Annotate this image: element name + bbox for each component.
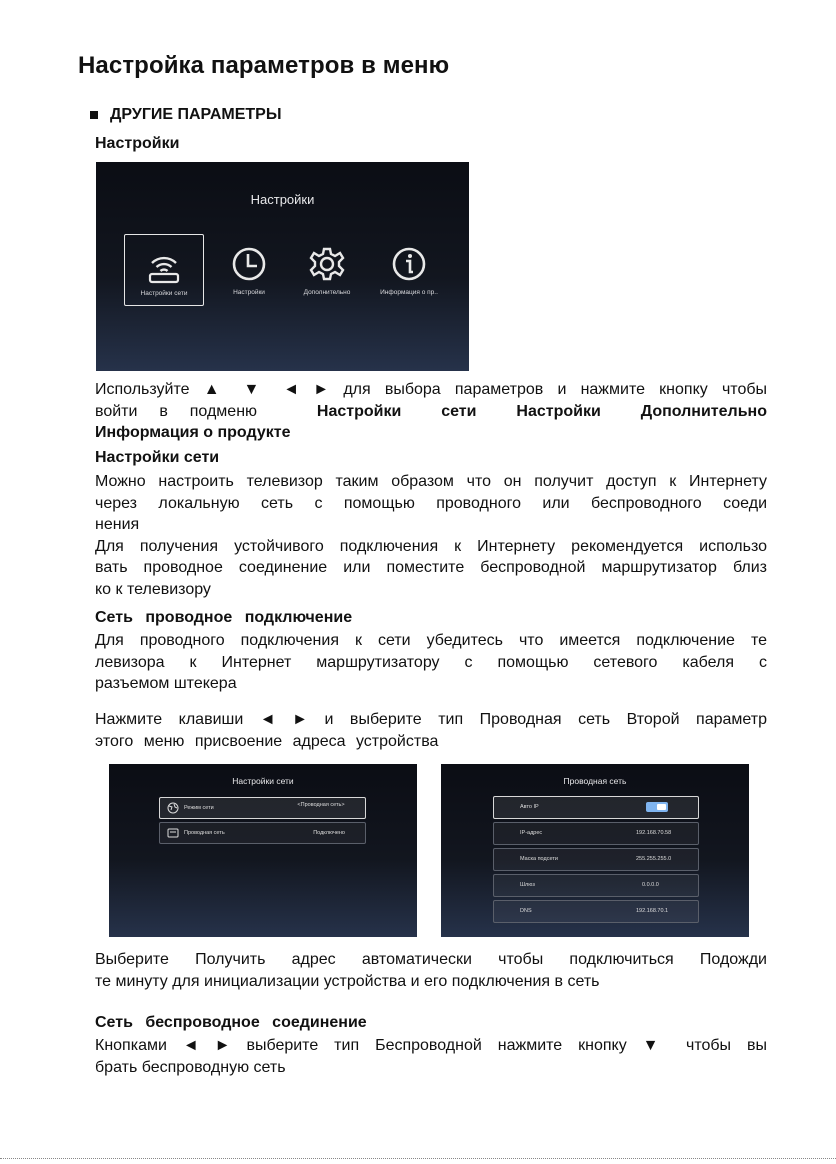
section-heading-text: ДРУГИЕ ПАРАМЕТРЫ — [110, 106, 282, 123]
text-line: брать беспроводную сеть — [95, 1058, 286, 1076]
text-line — [95, 401, 767, 423]
page-bottom-divider — [0, 1158, 836, 1160]
subheading-wireless: Сеть беспроводное соединение — [95, 1014, 367, 1031]
dns-row[interactable] — [493, 900, 699, 923]
text-line: нения — [95, 516, 140, 533]
wired-network-screenshot — [441, 764, 749, 937]
text-line: Для проводного подключения к сети убедитесь что имеется подключение те — [95, 632, 767, 649]
network-settings-screenshot — [109, 764, 417, 937]
wifi-router-icon — [144, 245, 184, 285]
row-value: 255.255.255.0 — [636, 856, 672, 862]
screen-title: Проводная сеть — [563, 776, 627, 786]
section-heading — [90, 106, 281, 124]
text-line: разъемом штекера — [95, 675, 237, 692]
settings-menu-screenshot — [96, 162, 469, 371]
text-line: левизора к Интернет маршрутизатору с помощью сетевого кабеля с — [95, 653, 767, 671]
auto-ip-row[interactable] — [493, 796, 699, 819]
wired-paragraph-2 — [95, 709, 767, 752]
auto-ip-toggle[interactable] — [646, 802, 668, 812]
instruction-paragraph — [95, 379, 767, 444]
row-value: 192.168.70.58 — [636, 830, 672, 836]
chevron-right-icon[interactable]: > — [341, 802, 345, 808]
text-line: вать проводное соединение или поместите беспроводной маршрутизатор близ — [95, 559, 767, 576]
row-label: Шлюз — [520, 882, 535, 888]
text-line: Используйте ▲ ▼ ◄ ► для выбора параметров и нажмите кнопку чтобы — [95, 381, 767, 398]
row-value-selector[interactable] — [281, 802, 361, 808]
ethernet-icon — [167, 827, 179, 839]
ip-address-row[interactable] — [493, 822, 699, 845]
subnet-mask-row[interactable] — [493, 848, 699, 871]
row-label: IP-адрес — [520, 830, 543, 836]
auto-ip-paragraph — [95, 949, 767, 992]
text-line: Можно настроить телевизор таким образом что он получит доступ к Интернету — [95, 473, 767, 490]
row-label: Маска подсети — [520, 856, 558, 862]
network-globe-icon — [167, 802, 179, 814]
row-label: Режим сети — [184, 805, 214, 811]
text-line: Информация о продукте — [95, 424, 291, 441]
info-icon — [389, 244, 429, 284]
text-line: через локальную сеть с помощью проводного или беспроводного соеди — [95, 494, 767, 512]
menu-item-label: Настройки — [233, 289, 265, 296]
gateway-row[interactable] — [493, 874, 699, 897]
wired-network-row[interactable] — [159, 822, 366, 844]
page-title: Настройка параметров в меню — [78, 52, 450, 79]
menu-item-label: Дополнительно — [303, 289, 351, 296]
text-line: этого меню присвоение адреса устройства — [95, 732, 439, 750]
screen-title: Настройки — [250, 192, 315, 207]
menu-item-product-info[interactable] — [370, 234, 448, 304]
text-line: Кнопками ◄ ► выберите тип Беспроводной нажмите кнопку ▼ чтобы вы — [95, 1037, 767, 1054]
network-paragraph — [95, 471, 767, 600]
row-value: Подключено — [313, 830, 345, 836]
menu-item-settings[interactable] — [210, 234, 288, 304]
screen-title: Настройки сети — [232, 776, 294, 786]
bullet-square-icon — [90, 111, 98, 119]
network-mode-row[interactable] — [159, 797, 366, 819]
wireless-paragraph — [95, 1035, 767, 1078]
submenu-names: Настройки сети Настройки Дополнительно — [316, 402, 767, 420]
subheading-settings: Настройки — [95, 135, 180, 152]
row-label: Проводная сеть — [184, 830, 225, 836]
text-line: Выберите Получить адрес автоматически чтобы подключиться Подожди — [95, 951, 767, 968]
text-line: ко к телевизору — [95, 580, 211, 598]
row-value: 0.0.0.0 — [642, 882, 659, 888]
row-value: Проводная сеть — [300, 802, 342, 808]
text-line: Для получения устойчивого подключения к Интернету рекомендуется использо — [95, 537, 767, 555]
text-line: Нажмите клавиши ◄ ► и выберите тип Проводная сеть Второй параметр — [95, 711, 767, 728]
subheading-network-settings: Настройки сети — [95, 449, 220, 466]
menu-item-network-settings[interactable] — [124, 234, 204, 306]
wired-paragraph — [95, 630, 767, 695]
text-line: те минуту для инициализации устройства и его подключения в сеть — [95, 972, 600, 990]
subheading-wired: Сеть проводное подключение — [95, 609, 353, 626]
menu-item-label: Настройки сети — [140, 290, 188, 297]
chevron-left-icon[interactable]: < — [297, 802, 301, 808]
clock-icon — [229, 244, 269, 284]
menu-item-label: Информация о пр.. — [380, 289, 438, 296]
row-label: DNS — [520, 908, 532, 914]
row-value: 192.168.70.1 — [636, 908, 669, 914]
gear-icon — [307, 244, 347, 284]
text-fragment: войти в подменю — [95, 402, 258, 420]
menu-item-advanced[interactable] — [288, 234, 366, 304]
row-label: Авто IP — [520, 804, 539, 810]
